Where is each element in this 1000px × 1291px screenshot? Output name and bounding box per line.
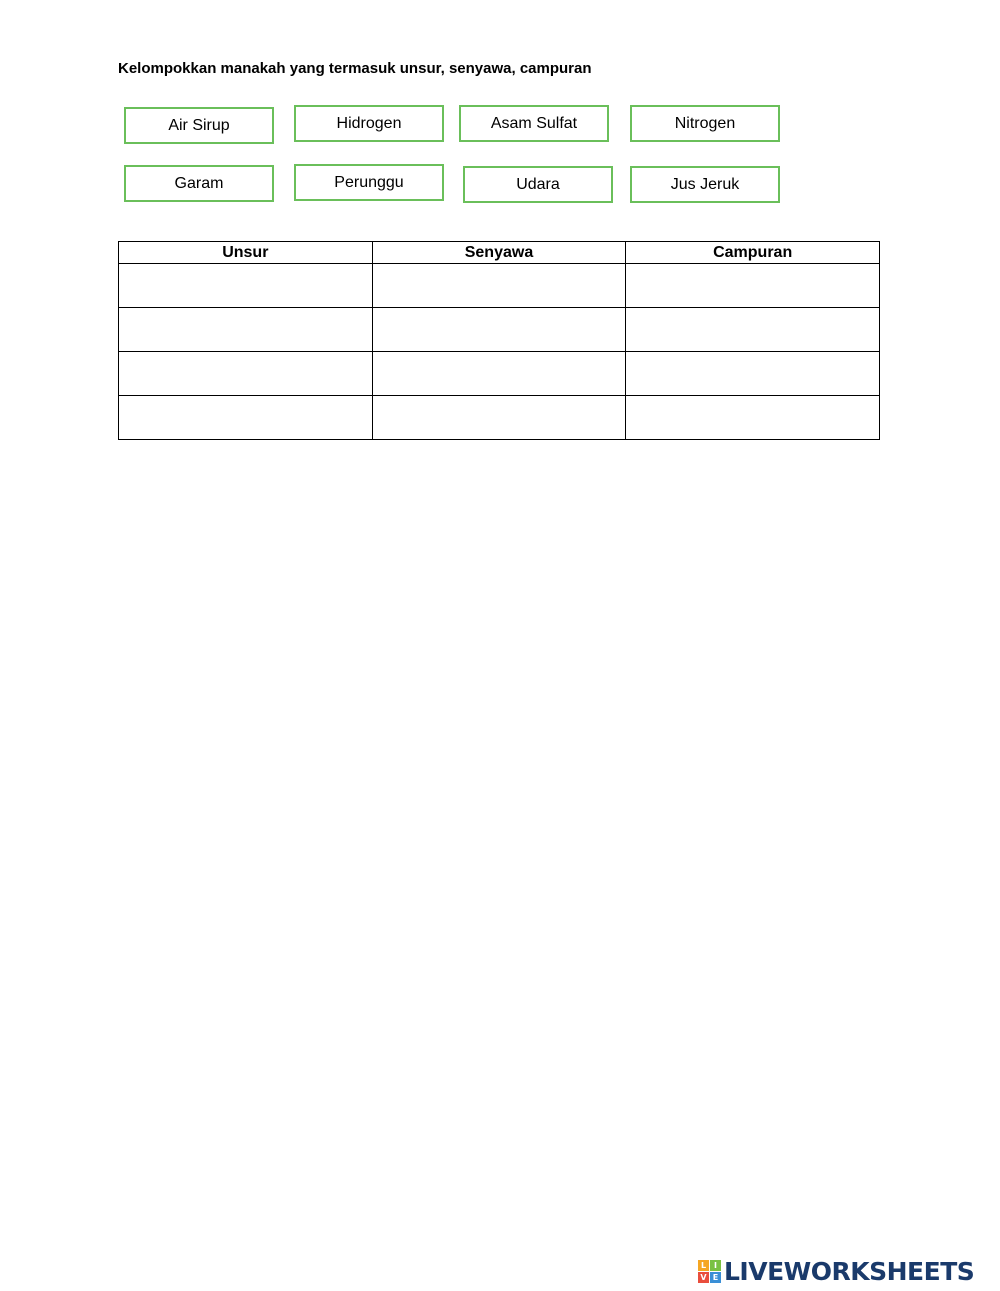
header-unsur: Unsur (119, 242, 373, 264)
drop-cell-unsur[interactable] (119, 264, 373, 308)
word-box-air-sirup[interactable]: Air Sirup (124, 107, 274, 144)
word-box-garam[interactable]: Garam (124, 165, 274, 202)
word-box-hidrogen[interactable]: Hidrogen (294, 105, 444, 142)
logo-letter-l: L (698, 1260, 709, 1271)
header-senyawa: Senyawa (372, 242, 626, 264)
word-box-jus-jeruk[interactable]: Jus Jeruk (630, 166, 780, 203)
drop-cell-campuran[interactable] (626, 264, 880, 308)
table-row (119, 308, 880, 352)
word-box-nitrogen[interactable]: Nitrogen (630, 105, 780, 142)
drop-cell-campuran[interactable] (626, 352, 880, 396)
table-row (119, 352, 880, 396)
logo-letter-e: E (710, 1272, 721, 1283)
drop-cell-senyawa[interactable] (372, 264, 626, 308)
table-row (119, 264, 880, 308)
word-box-perunggu[interactable]: Perunggu (294, 164, 444, 201)
logo-letter-v: V (698, 1272, 709, 1283)
word-box-asam-sulfat[interactable]: Asam Sulfat (459, 105, 609, 142)
classification-table (118, 241, 880, 440)
drop-cell-unsur[interactable] (119, 352, 373, 396)
liveworksheets-logo-icon (698, 1260, 721, 1283)
table-header-row (119, 242, 880, 264)
brand-name: LIVEWORKSHEETS (724, 1256, 975, 1286)
word-box-udara[interactable]: Udara (463, 166, 613, 203)
table-row (119, 396, 880, 440)
liveworksheets-brand (698, 1256, 974, 1286)
drop-cell-campuran[interactable] (626, 308, 880, 352)
drop-cell-unsur[interactable] (119, 396, 373, 440)
header-campuran: Campuran (626, 242, 880, 264)
logo-letter-i: I (710, 1260, 721, 1271)
drop-cell-senyawa[interactable] (372, 308, 626, 352)
instruction-title: Kelompokkan manakah yang termasuk unsur, senyawa, campuran (118, 60, 592, 77)
drop-cell-campuran[interactable] (626, 396, 880, 440)
drop-cell-unsur[interactable] (119, 308, 373, 352)
drop-cell-senyawa[interactable] (372, 352, 626, 396)
drop-cell-senyawa[interactable] (372, 396, 626, 440)
